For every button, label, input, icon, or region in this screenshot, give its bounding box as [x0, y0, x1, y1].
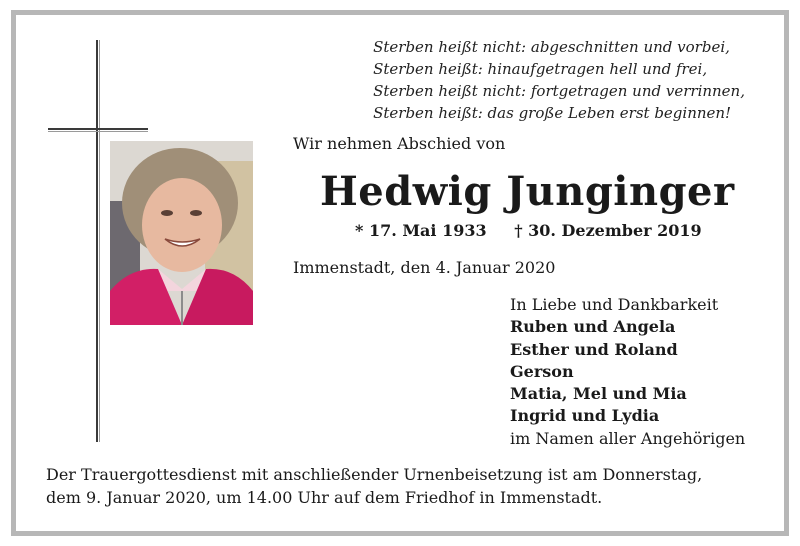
death-date: † 30. Dezember 2019 [514, 221, 702, 240]
service-line: Der Trauergottesdienst mit anschließender Urnenbeisetzung ist am Donnerstag, [46, 465, 703, 484]
place-and-date: Immenstadt, den 4. Januar 2020 [293, 258, 556, 277]
mourner-name: Ruben und Angela [510, 317, 676, 337]
mourners-list [510, 294, 745, 450]
mourner-name: Gerson [510, 361, 574, 381]
poem-line: Sterben heißt: hinaufgetragen hell und frei, [373, 60, 708, 78]
service-line: dem 9. Januar 2020, um 14.00 Uhr auf dem Friedhof in Immenstadt. [46, 488, 603, 507]
poem-line: Sterben heißt nicht: fortgetragen und verrinnen, [373, 82, 745, 100]
deceased-name: Hedwig Junginger [320, 168, 735, 215]
cross-horizontal-beam [48, 128, 148, 130]
farewell-intro: Wir nehmen Abschied von [293, 134, 506, 153]
poem-line: Sterben heißt: das große Leben erst beginnen! [373, 104, 732, 122]
portrait-photo [110, 141, 253, 325]
mourner-name: Ingrid und Lydia [510, 406, 660, 426]
mourners-opening: In Liebe und Dankbarkeit [510, 295, 719, 314]
poem [373, 36, 745, 124]
funeral-service-info [46, 463, 702, 509]
mourners-closing: im Namen aller Angehörigen [510, 428, 746, 448]
poem-line: Sterben heißt nicht: abgeschnitten und vorbei, [373, 38, 730, 56]
birth-date: * 17. Mai 1933 [355, 221, 487, 240]
cross-vertical-beam [96, 40, 98, 442]
mourner-name: Matia, Mel und Mia [510, 384, 687, 404]
life-dates [355, 221, 702, 240]
portrait-illustration [110, 141, 253, 325]
mourner-name: Esther und Roland [510, 339, 678, 359]
